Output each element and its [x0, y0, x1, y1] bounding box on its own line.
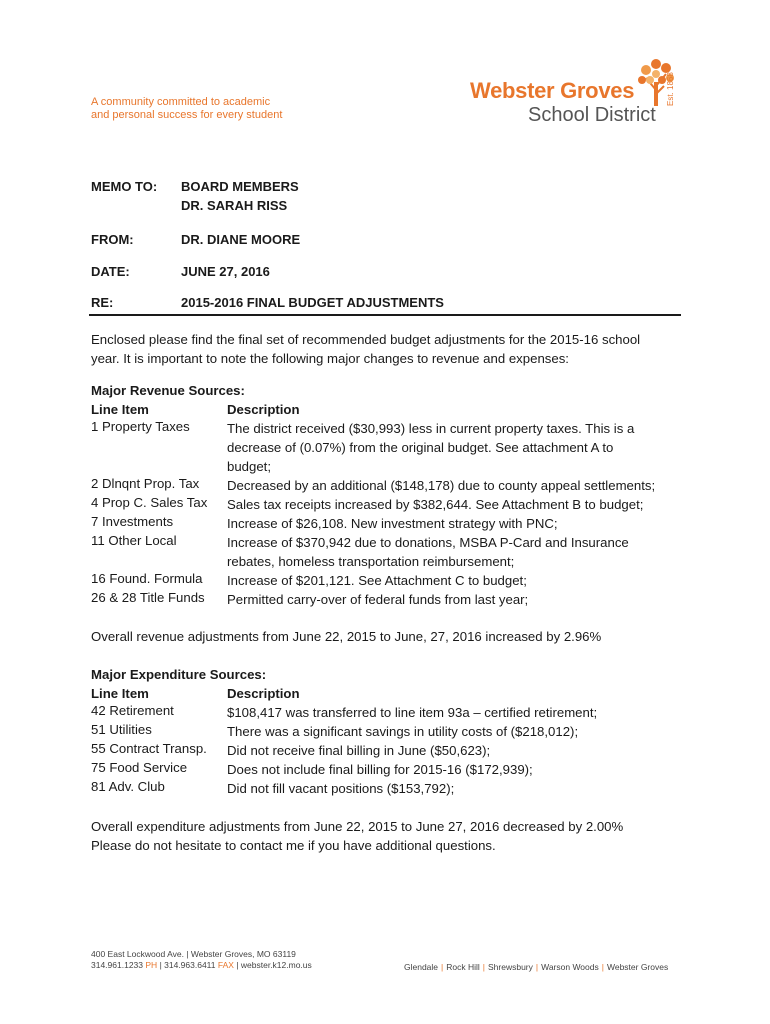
expenditure-desc: $108,417 was transferred to line item 93a – certified retirement;	[227, 705, 598, 720]
footer-phones: 314.961.1233 PH | 314.963.6411 FAX | webster.k12.mo.us	[91, 960, 312, 970]
community-name: Rock Hill	[446, 962, 480, 972]
footer-contact	[91, 949, 312, 971]
expenditure-desc: There was a significant savings in utility costs of ($218,012);	[227, 724, 579, 739]
revenue-heading: Major Revenue Sources:	[91, 383, 245, 398]
expenditure-item: 75 Food Service	[91, 760, 188, 775]
community-name: Glendale	[404, 962, 439, 972]
memo-from-label: FROM:	[91, 232, 134, 247]
expenditure-item: 42 Retirement	[91, 703, 174, 718]
revenue-col-desc: Description	[227, 402, 300, 417]
revenue-desc-line: decrease of (0.07%) from the original budget. See attachment A to	[227, 440, 614, 455]
footer-address: 400 East Lockwood Ave. | Webster Groves, MO 63119	[91, 949, 296, 959]
expenditure-item: 81 Adv. Club	[91, 779, 165, 794]
expenditure-desc: Does not include final billing for 2015-16 ($172,939);	[227, 762, 533, 777]
revenue-desc: Increase of $201,121. See Attachment C to budget;	[227, 573, 527, 588]
revenue-desc-line: The district received ($30,993) less in current property taxes. This is a	[227, 421, 635, 436]
revenue-item: 26 & 28 Title Funds	[91, 590, 205, 605]
revenue-desc: Increase of $26,108. New investment strategy with PNC;	[227, 516, 558, 531]
footer-phone-tag: PH	[145, 960, 158, 970]
revenue-item: 11 Other Local	[91, 533, 177, 548]
footer-fax-tag: FAX	[217, 960, 234, 970]
footer-fax: 314.963.6411	[164, 960, 216, 970]
community-name: Webster Groves	[606, 962, 669, 972]
memo-to-value-2: DR. SARAH RISS	[181, 198, 288, 213]
revenue-desc: Sales tax receipts increased by $382,644. See Attachment B to budget;	[227, 497, 644, 512]
memo-date-value: JUNE 27, 2016	[181, 264, 270, 279]
closing-line: Please do not hesitate to contact me if you have additional questions.	[91, 838, 496, 853]
revenue-desc-line: budget;	[227, 459, 271, 474]
district-logo	[468, 56, 688, 132]
community-name: Warson Woods	[541, 962, 599, 972]
memo-re-value: 2015-2016 FINAL BUDGET ADJUSTMENTS	[181, 295, 444, 310]
intro-line-2: year. It is important to note the following major changes to revenue and expenses:	[91, 351, 569, 366]
expenditure-col-item: Line Item	[91, 686, 149, 701]
expenditure-item: 55 Contract Transp.	[91, 741, 207, 756]
expenditure-summary: Overall expenditure adjustments from June 22, 2015 to June 27, 2016 decreased by 2.00%	[91, 819, 624, 834]
revenue-summary: Overall revenue adjustments from June 22, 2015 to June, 27, 2016 increased by 2.96%	[91, 629, 602, 644]
logo-established: Est. 1868	[666, 72, 675, 106]
memo-date-label: DATE:	[91, 264, 130, 279]
revenue-desc	[227, 533, 629, 571]
memo-to-value-1: BOARD MEMBERS	[181, 179, 299, 194]
revenue-item: 2 Dlnqnt Prop. Tax	[91, 476, 200, 491]
revenue-item: 1 Property Taxes	[91, 419, 190, 434]
revenue-item: 4 Prop C. Sales Tax	[91, 495, 208, 510]
expenditure-item: 51 Utilities	[91, 722, 152, 737]
memo-from-value: DR. DIANE MOORE	[181, 232, 301, 247]
revenue-item: 16 Found. Formula	[91, 571, 203, 586]
logo-name: Webster Groves	[470, 78, 635, 103]
expenditure-desc: Did not receive final billing in June ($50,623);	[227, 743, 491, 758]
revenue-col-item: Line Item	[91, 402, 149, 417]
revenue-desc-line: rebates, homeless transportation reimbursement;	[227, 554, 515, 569]
community-name: Shrewsbury	[488, 962, 533, 972]
revenue-desc: Decreased by an additional ($148,178) due to county appeal settlements;	[227, 478, 656, 493]
tagline	[91, 96, 282, 122]
tagline-line-1: A community committed to academic	[91, 96, 271, 108]
footer-phone: 314.961.1233	[91, 960, 143, 970]
footer-communities: Glendale | Rock Hill | Shrewsbury | Warson Woods | Webster Groves	[404, 962, 669, 972]
tagline-line-2: and personal success for every student	[91, 109, 283, 121]
revenue-desc	[227, 419, 634, 476]
revenue-desc-line: Increase of $370,942 due to donations, MSBA P-Card and Insurance	[227, 535, 629, 550]
intro-line-1: Enclosed please find the final set of recommended budget adjustments for the 2015-16 school	[91, 332, 641, 347]
revenue-item: 7 Investments	[91, 514, 174, 529]
header-divider	[89, 314, 681, 316]
revenue-desc: Permitted carry-over of federal funds from last year;	[227, 592, 529, 607]
memo-to-label: MEMO TO:	[91, 179, 158, 194]
expenditure-desc: Did not fill vacant positions ($153,792);	[227, 781, 455, 796]
footer-website[interactable]: webster.k12.mo.us	[240, 960, 312, 970]
logo-subtitle: School District	[528, 104, 656, 126]
expenditure-col-desc: Description	[227, 686, 300, 701]
memo-re-label: RE:	[91, 295, 114, 310]
expenditure-heading: Major Expenditure Sources:	[91, 667, 267, 682]
